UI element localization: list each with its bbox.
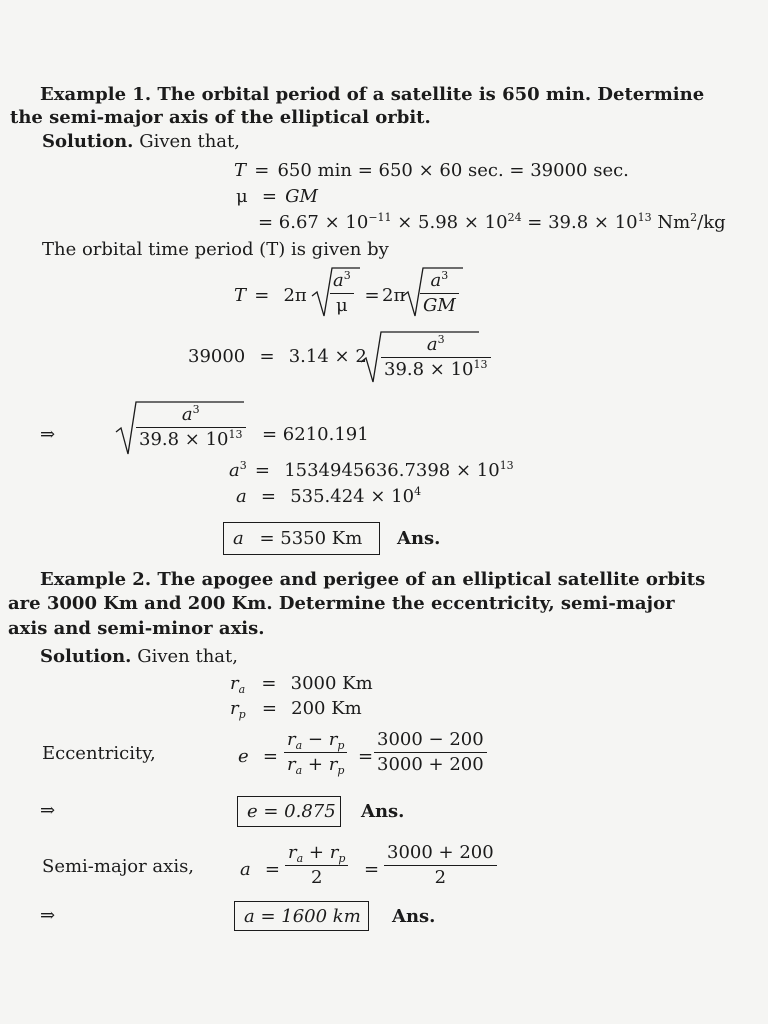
value-39000: 39000 [188, 346, 246, 367]
mu-value-part2: × 5.98 × 10 [391, 212, 508, 233]
symbol-r: r [230, 673, 239, 694]
example2-problem-line3: axis and semi-minor axis. [8, 618, 265, 639]
rp-value: 200 Km [291, 698, 362, 719]
symbol-a: a [240, 859, 251, 880]
solution-label: Solution. [40, 646, 132, 667]
subscript-p: p [337, 739, 345, 752]
exponent-minus-11: −11 [368, 211, 392, 224]
ans-label: Ans. [361, 801, 405, 822]
exponent-3: 3 [239, 459, 247, 472]
GM-text: GM [423, 295, 456, 316]
example1-problem-line2: the semi-major axis of the elliptical orbit. [10, 107, 431, 128]
period-formula-rhs [362, 287, 405, 305]
example2-title: Example 2. [40, 569, 152, 590]
solution-label: Solution. [42, 131, 134, 152]
answer-value-5350: = 5350 Km [259, 528, 363, 549]
result-6210: = 6210.191 [262, 424, 369, 445]
symbol-a: a [430, 270, 442, 291]
fraction-ra-minus-rp-over-ra-plus-rp: $r_a - r_p$ $r_a + r_p$ [284, 731, 347, 774]
example1-title: Example 1. [40, 84, 152, 105]
symbol-a: a [229, 460, 240, 481]
exponent-3: 3 [343, 269, 351, 282]
denominator-3000-plus-200: 3000 + 200 [377, 754, 484, 775]
example2-problem-line1: The apogee and perigee of an elliptical satellite orbits [157, 569, 706, 590]
numerator-3000-plus-200: 3000 + 200 [387, 842, 494, 863]
denominator-2: 2 [310, 867, 323, 888]
implies-arrow: ⇒ [40, 800, 56, 821]
eccentricity-label: Eccentricity, [42, 743, 156, 764]
subscript-p: p [238, 708, 246, 721]
exponent-13: 13 [473, 358, 488, 371]
period-intro-text: The orbital time period (T) is given by [42, 239, 389, 260]
fraction-3000-plus-200-over-2 [384, 844, 497, 887]
exponent-3: 3 [437, 333, 445, 346]
equals-sign: = [261, 673, 277, 694]
equation-T-value [234, 162, 629, 180]
equals-sign: = [358, 746, 374, 767]
period-formula-lhs [234, 287, 307, 305]
example1-heading [40, 86, 704, 104]
example2-heading [40, 571, 705, 589]
equation-ra [230, 673, 373, 696]
equation-mu-value [258, 211, 726, 233]
fraction-3000-minus-200-over-3000-plus-200 [374, 731, 487, 774]
symbol-a: a [233, 528, 244, 549]
answer-box-a [223, 522, 380, 555]
value-39-8-times-10: 39.8 × 10 [384, 359, 474, 380]
exponent-13: 13 [499, 459, 514, 472]
equals-sign: = [254, 285, 270, 306]
symbol-r: r [328, 729, 338, 750]
equation-39000 [188, 348, 367, 366]
example2-problem-line2: are 3000 Km and 200 Km. Determine the eccentricity, semi-major [8, 593, 675, 614]
symbol-r: r [288, 842, 297, 863]
fraction-a3-over-39-8e13 [381, 333, 491, 380]
eccentricity-lhs [238, 748, 280, 766]
example1-problem-line1: The orbital period of a satellite is 650 min. Determine [157, 84, 705, 105]
symbol-T: T [234, 285, 247, 306]
symbol-a: a [426, 334, 438, 355]
symbol-mu: μ [336, 295, 348, 316]
symbol-r: r [287, 754, 296, 775]
ra-value: 3000 Km [290, 673, 373, 694]
symbol-r: r [328, 754, 338, 775]
numerator-3000-minus-200: 3000 − 200 [377, 729, 484, 750]
exponent-13: 13 [637, 211, 652, 224]
equals-sign: = [364, 285, 380, 306]
a-cubed-value: 1534945636.7398 × 10 [284, 460, 500, 481]
exponent-3: 3 [192, 403, 200, 416]
equation-mu [236, 188, 318, 206]
given-label: Given that, [139, 131, 240, 152]
denominator-2: 2 [434, 867, 447, 888]
symbol-a: a [236, 486, 247, 507]
fraction-a3-over-39-8e13 [136, 403, 246, 450]
symbol-T: T [234, 160, 247, 181]
subscript-a: a [296, 852, 304, 865]
equation-a-cubed [229, 459, 514, 481]
answer-box-e: e = 0.875 [237, 796, 341, 827]
symbol-r: r [230, 698, 239, 719]
implies-arrow: ⇒ [40, 905, 56, 926]
example1-solution-line [42, 133, 240, 151]
answer-box-a-1600: a = 1600 km [234, 901, 369, 931]
symbol-r: r [329, 842, 339, 863]
two-pi: 2π [382, 285, 406, 306]
value-39-8-times-10: 39.8 × 10 [139, 429, 229, 450]
mu-value-part1: = 6.67 × 10 [258, 212, 369, 233]
equation-rp [230, 698, 362, 721]
equals-sign: = [261, 186, 277, 207]
mu-value-part3: = 39.8 × 10 [521, 212, 638, 233]
given-label: Given that, [137, 646, 238, 667]
fraction-a3-over-GM [420, 269, 459, 316]
semi-major-lhs [240, 861, 282, 879]
equals-sign: = [254, 160, 270, 181]
coefficient-3-14-times-2: 3.14 × 2 [288, 346, 367, 367]
subscript-a: a [295, 739, 303, 752]
exponent-3: 3 [441, 269, 449, 282]
equals-sign: = [259, 346, 275, 367]
example2-solution-line [40, 648, 238, 666]
mu-unit-per-kg: /kg [697, 212, 726, 233]
subscript-a: a [238, 683, 246, 696]
subscript-p: p [338, 852, 346, 865]
symbol-a: a [333, 270, 344, 291]
equals-sign: = [254, 460, 271, 481]
equals-sign: = [260, 486, 277, 507]
two-pi: 2π [283, 285, 307, 306]
equals-sign: = [262, 746, 278, 767]
equals-sign: = [364, 859, 380, 880]
exponent-13: 13 [228, 428, 243, 441]
symbol-mu: μ [236, 186, 248, 207]
symbol-r: r [287, 729, 296, 750]
implies-arrow: ⇒ [40, 424, 56, 445]
ans-label: Ans. [392, 906, 436, 927]
exponent-4: 4 [414, 485, 422, 498]
exponent-24: 24 [507, 211, 522, 224]
equation-a [236, 485, 422, 507]
symbol-e: e [238, 746, 249, 767]
equals-sign: = [264, 859, 281, 880]
equals-sign: = [261, 698, 277, 719]
fraction-a3-over-mu [330, 269, 354, 316]
fraction-ra-plus-rp-over-2: $r_a + r_p$ 2 [285, 844, 348, 887]
subscript-p: p [337, 764, 345, 777]
exponent-2: 2 [690, 211, 698, 224]
a-value: 535.424 × 10 [290, 486, 415, 507]
subscript-a: a [295, 764, 303, 777]
T-value-text: 650 min = 650 × 60 sec. = 39000 sec. [277, 160, 629, 181]
ans-label: Ans. [397, 528, 441, 549]
mu-unit-Nm: Nm [651, 212, 691, 233]
GM-text: GM [285, 186, 318, 207]
semi-major-axis-label: Semi-major axis, [42, 856, 195, 877]
symbol-a: a [181, 404, 193, 425]
